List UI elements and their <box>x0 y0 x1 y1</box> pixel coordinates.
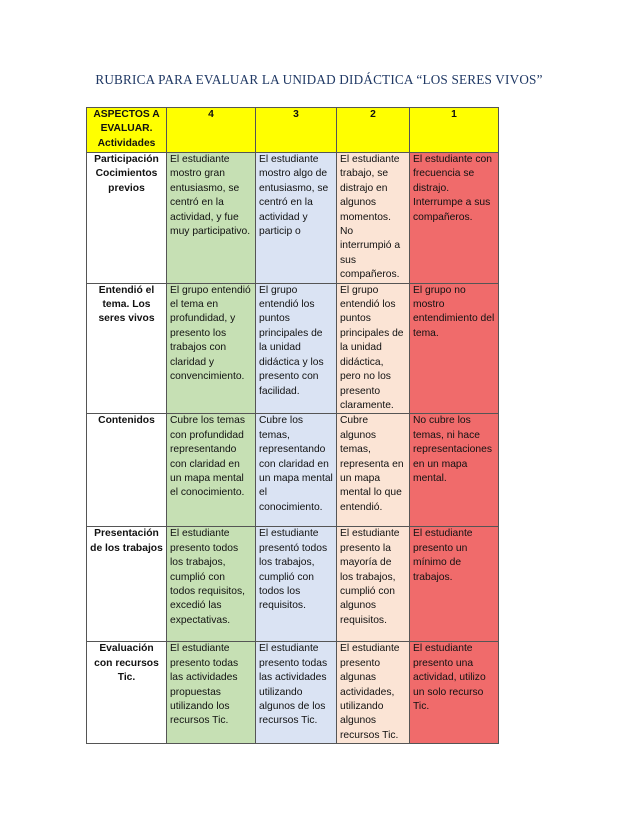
rubric-table <box>86 107 499 744</box>
row-aspect: Evaluación con recursos Tic. <box>87 642 167 744</box>
document-title: RUBRICA PARA EVALUAR LA UNIDAD DIDÁCTICA “LOS SERES VIVOS” <box>95 72 543 87</box>
cell-level-1: El estudiante presento un mínimo de trabajos. <box>410 527 499 642</box>
header-aspect: ASPECTOS A EVALUAR. Actividades <box>87 108 167 153</box>
cell-level-4: El estudiante mostro gran entusiasmo, se centró en la actividad, y fue muy participativo. <box>167 153 256 284</box>
cell-level-4: El estudiante presento todas las actividades propuestas utilizando los recursos Tic. <box>167 642 256 744</box>
cell-level-2: El estudiante presento algunas actividades, utilizando algunos recursos Tic. <box>337 642 410 744</box>
cell-level-2: Cubre algunos temas, representa en un mapa mental lo que entendió. <box>337 414 410 527</box>
cell-level-4: El grupo entendió el tema en profundidad, y presento los trabajos con claridad y convencimiento. <box>167 283 256 414</box>
header-level-3: 3 <box>256 108 337 153</box>
cell-level-3: El estudiante presentó todos los trabajos, cumplió con todos los requisitos. <box>256 527 337 642</box>
cell-level-2: El grupo entendió los puntos principales de la unidad didáctica, pero no los presento claramente. <box>337 283 410 414</box>
table-row <box>87 283 499 414</box>
table-row <box>87 153 499 284</box>
table-row <box>87 642 499 744</box>
cell-level-1: El estudiante con frecuencia se distrajo. Interrumpe a sus compañeros. <box>410 153 499 284</box>
header-row <box>87 108 499 153</box>
row-aspect: Participación Cocimientos previos <box>87 153 167 284</box>
cell-level-3: El estudiante presento todas las actividades utilizando algunos de los recursos Tic. <box>256 642 337 744</box>
cell-level-1: No cubre los temas, ni hace representaciones en un mapa mental. <box>410 414 499 527</box>
cell-level-3: Cubre los temas, representando con claridad en un mapa mental el conocimiento. <box>256 414 337 527</box>
cell-level-3: El grupo entendió los puntos principales de la unidad didáctica y los presento con facilidad. <box>256 283 337 414</box>
table-row <box>87 414 499 527</box>
table-row <box>87 527 499 642</box>
cell-level-4: Cubre los temas con profundidad representando con claridad en un mapa mental el conocimiento. <box>167 414 256 527</box>
row-aspect: Contenidos <box>87 414 167 527</box>
header-level-4: 4 <box>167 108 256 153</box>
cell-level-1: El estudiante presento una actividad, utilizo un solo recurso Tic. <box>410 642 499 744</box>
cell-level-3: El estudiante mostro algo de entusiasmo, se centró en la actividad y particip o <box>256 153 337 284</box>
cell-level-2: El estudiante presento la mayoría de los trabajos, cumplió con algunos requisitos. <box>337 527 410 642</box>
cell-level-1: El grupo no mostro entendimiento del tema. <box>410 283 499 414</box>
cell-level-2: El estudiante trabajo, se distrajo en algunos momentos. No interrumpió a sus compañeros. <box>337 153 410 284</box>
row-aspect: Presentación de los trabajos <box>87 527 167 642</box>
cell-level-4: El estudiante presento todos los trabajos, cumplió con todos requisitos, excedió las expectativas. <box>167 527 256 642</box>
header-level-2: 2 <box>337 108 410 153</box>
row-aspect: Entendió el tema. Los seres vivos <box>87 283 167 414</box>
header-level-1: 1 <box>410 108 499 153</box>
